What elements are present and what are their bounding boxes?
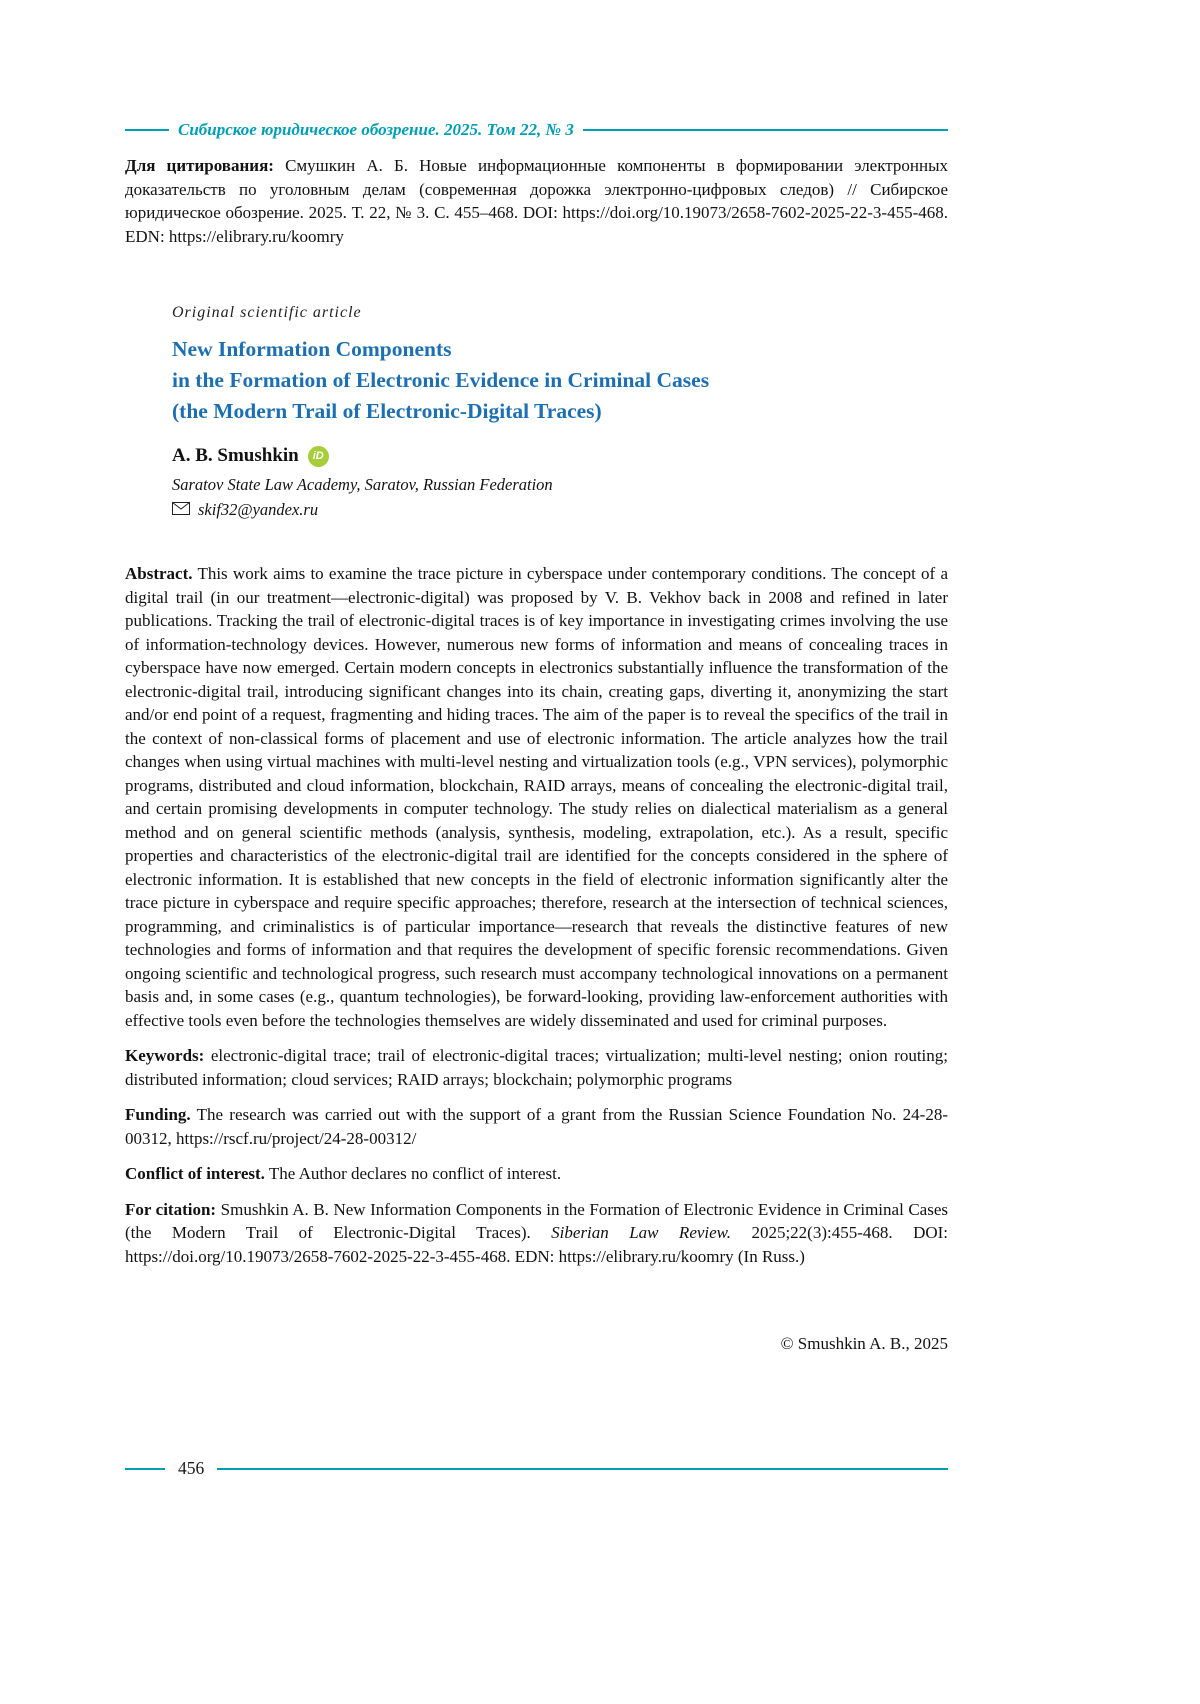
page-footer [125,1458,948,1479]
article-title-line-2: in the Formation of Electronic Evidence in Criminal Cases [172,368,710,392]
author-email-row [172,500,948,520]
title-block [172,304,948,520]
footer-rule-left [125,1468,165,1470]
copyright-line: © Smushkin A. B., 2025 [780,1334,948,1353]
conflict-of-interest [125,1162,948,1186]
for-citation-journal: Siberian Law Review. [551,1223,732,1242]
funding-text: The research was carried out with the support of a grant from the Russian Science Foundation No. 24-28-00312, https://rscf.ru/project/24-28-00312/ [125,1105,948,1148]
abstract-text: This work aims to examine the trace picture in cyberspace under contemporary conditions. The concept of a digital trail (in our treatment—electronic-digital) was proposed by V. B. Vekhov back in 2008 and refined in later publications. Tracking the trail of electronic-digital traces is of key importance in investigating crimes involving the use of information-technology devices. However, numerous new forms of information and means of concealing traces in cyberspace have now emerged. Certain modern concepts in electronics substantially influence the transformation of the electronic-digital trail, introducing significant changes into its chain, creating gaps, diverting it, anonymizing the start and/or end point of a request, fragmenting and hiding traces. The aim of the paper is to reveal the specifics of the trail in the context of non-classical forms of placement and use of electronic information. The article analyzes how the trail changes when using virtual machines with multi-level nesting and virtualization tools (e.g., VPN services), polymorphic programs, distributed and cloud information, blockchain, RAID arrays, means of concealing the electronic-digital trail, and certain promising developments in computer technology. The study relies on dialectical materialism as a general method and on general scientific methods (analysis, synthesis, modeling, extrapolation, etc.). As a result, specific properties and characteristics of the electronic-digital trail are identified for the concepts considered in the sphere of electronic information. It is established that new concepts in the field of electronic information significantly alter the trace picture in cyberspace and require specific approaches; therefore, research at the intersection of technical sciences, programming, and criminalistics is of particular importance—research that reveals the distinctive features of new technologies and forms of information and that requires the development of specific forensic recommendations. Given ongoing scientific and technological progress, such research must accompany technological innovations on a permanent basis and, in some cases (e.g., quantum technologies), be forward-looking, providing law-enforcement authorities with effective tools even before the technologies themselves are widely disseminated and used for criminal purposes. [125,564,948,1030]
running-head [125,120,948,140]
funding-label: Funding. [125,1105,191,1124]
page-number: 456 [178,1458,205,1478]
keywords-label: Keywords: [125,1046,205,1065]
citation-ru-text: Смушкин А. Б. Новые информационные компоненты в формировании электронных доказательств по уголовным делам (современная дорожка электронно-цифровых следов) // Сибирское юридическое обозрение. 2025. Т. 22, № 3. С. 455–468. DOI: https://doi.org/10.19073/2658-7602-2025-22-3-455-468. EDN: https://elibrary.ru/koomry [125,156,949,246]
author-name: A. B. Smushkin [172,445,299,466]
keywords-text: electronic-digital trace; trail of electronic-digital traces; virtualization; multi-level nesting; onion routing; distributed information; cloud services; RAID arrays; blockchain; polymorphic programs [125,1046,948,1089]
keywords [125,1044,948,1091]
author-row [172,445,948,467]
conflict-text: The Author declares no conflict of interest. [268,1164,562,1183]
conflict-label: Conflict of interest. [125,1164,265,1183]
envelope-icon [172,500,190,520]
article-title [172,334,948,427]
article-type-label: Original scientific article [172,304,362,321]
abstract [125,562,948,1032]
citation-ru-label: Для цитирования: [125,156,274,175]
article-title-line-1: New Information Components [172,337,452,361]
abstract-label: Abstract. [125,564,193,583]
running-head-rule-right [583,129,948,131]
citation-ru [125,154,948,248]
author-email[interactable]: skif32@yandex.ru [198,500,319,519]
for-citation-text-after: 2025;22(3):455-468. DOI: https://doi.org/10.19073/2658-7602-2025-22-3-455-468. EDN: https://elibrary.ru/koomry (In Russ.) [125,1223,949,1266]
orcid-icon[interactable]: iD [308,446,329,467]
for-citation-label: For citation: [125,1199,217,1219]
journal-title: Сибирское юридическое обозрение. 2025. Том 22, № 3 [178,120,574,139]
running-head-rule-left [125,129,169,131]
author-affiliation: Saratov State Law Academy, Saratov, Russian Federation [172,475,553,494]
article-title-line-3: (the Modern Trail of Electronic-Digital Traces) [172,399,602,423]
for-citation [125,1198,948,1269]
for-citation-text-before: Smushkin A. B. New Information Components in the Formation of Electronic Evidence in Criminal Cases (the Modern Trail of Electronic-Digital Traces). [125,1199,948,1242]
funding [125,1103,948,1150]
footer-rule-right [217,1468,948,1470]
